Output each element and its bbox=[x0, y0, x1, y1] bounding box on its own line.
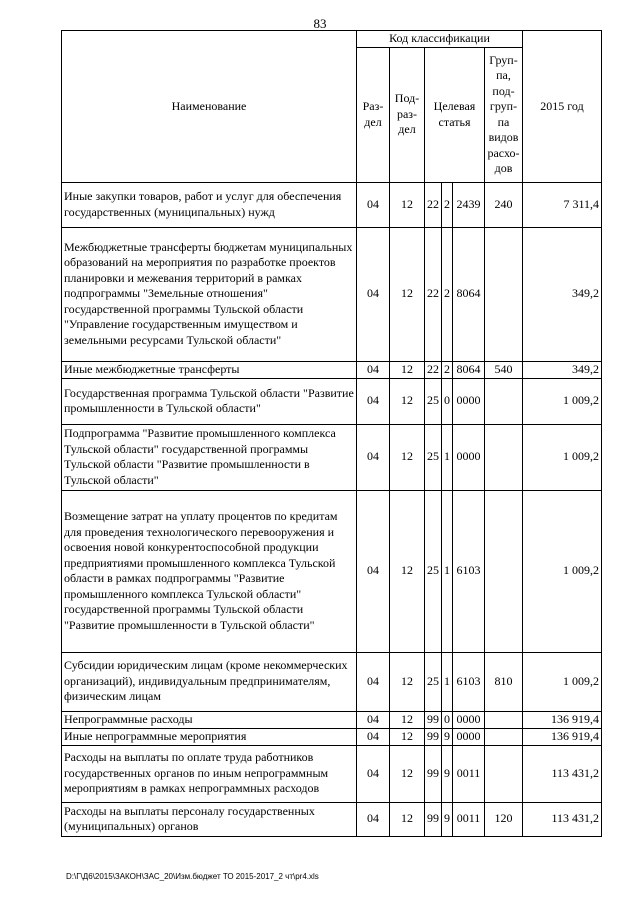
header-year: 2015 год bbox=[523, 31, 602, 183]
table-row bbox=[62, 424, 602, 490]
table-row bbox=[62, 745, 602, 802]
row-amount: 1 009,2 bbox=[523, 490, 602, 652]
row-target-1: 25 bbox=[425, 652, 442, 711]
row-target-3: 0000 bbox=[453, 378, 485, 424]
row-target-2: 0 bbox=[442, 711, 453, 728]
row-expense-group: 540 bbox=[485, 361, 523, 378]
row-target-3: 6103 bbox=[453, 652, 485, 711]
row-section: 04 bbox=[357, 490, 390, 652]
row-target-2: 1 bbox=[442, 490, 453, 652]
row-target-2: 9 bbox=[442, 745, 453, 802]
header-target-article: Целевая статья bbox=[425, 47, 485, 182]
row-amount: 1 009,2 bbox=[523, 424, 602, 490]
table-row bbox=[62, 182, 602, 227]
row-target-3: 8064 bbox=[453, 227, 485, 361]
row-expense-group bbox=[485, 378, 523, 424]
row-expense-group: 240 bbox=[485, 182, 523, 227]
row-amount: 113 431,2 bbox=[523, 802, 602, 836]
row-name: Межбюджетные трансферты бюджетам муниципальных образований на мероприятия по разработке проектов планировки и межевания территорий в рамках подпрограммы "Земельные отношения" государственной программы Тульской области "Управление государственным имуществом и земельными ресурсами Тульской области" bbox=[62, 227, 357, 361]
row-target-1: 22 bbox=[425, 227, 442, 361]
row-expense-group: 120 bbox=[485, 802, 523, 836]
row-name: Иные межбюджетные трансферты bbox=[62, 361, 357, 378]
row-name: Расходы на выплаты персоналу государственных (муниципальных) органов bbox=[62, 802, 357, 836]
row-expense-group bbox=[485, 227, 523, 361]
row-amount: 7 311,4 bbox=[523, 182, 602, 227]
file-path-footer: D:\Г\Д6\2015\ЗАКОН\ЗАС_20\Изм.бюджет ТО 2015-2017_2 чт\pr4.xls bbox=[66, 872, 319, 881]
row-subsection: 12 bbox=[390, 361, 425, 378]
row-target-2: 9 bbox=[442, 728, 453, 745]
row-target-3: 0000 bbox=[453, 728, 485, 745]
row-target-3: 0011 bbox=[453, 802, 485, 836]
row-target-3: 8064 bbox=[453, 361, 485, 378]
row-target-1: 25 bbox=[425, 490, 442, 652]
row-target-2: 2 bbox=[442, 182, 453, 227]
row-amount: 1 009,2 bbox=[523, 378, 602, 424]
row-target-3: 0000 bbox=[453, 424, 485, 490]
row-target-2: 0 bbox=[442, 378, 453, 424]
row-target-2: 1 bbox=[442, 652, 453, 711]
row-subsection: 12 bbox=[390, 728, 425, 745]
row-target-2: 2 bbox=[442, 227, 453, 361]
row-name: Расходы на выплаты по оплате труда работников государственных органов по иным непрограммным мероприятиям в рамках непрограммных расходов bbox=[62, 745, 357, 802]
row-amount: 113 431,2 bbox=[523, 745, 602, 802]
row-target-1: 22 bbox=[425, 361, 442, 378]
row-name: Иные непрограммные мероприятия bbox=[62, 728, 357, 745]
page-number: 83 bbox=[313, 16, 327, 31]
table-row bbox=[62, 652, 602, 711]
row-section: 04 bbox=[357, 711, 390, 728]
row-target-2: 1 bbox=[442, 424, 453, 490]
header-section: Раз- дел bbox=[357, 47, 390, 182]
row-target-1: 99 bbox=[425, 711, 442, 728]
row-subsection: 12 bbox=[390, 802, 425, 836]
row-amount: 136 919,4 bbox=[523, 711, 602, 728]
row-section: 04 bbox=[357, 182, 390, 227]
table-row bbox=[62, 802, 602, 836]
header-expense-group: Груп- па, под- груп- па видов расхо- дов bbox=[485, 47, 523, 182]
table-row bbox=[62, 490, 602, 652]
row-expense-group: 810 bbox=[485, 652, 523, 711]
row-name: Иные закупки товаров, работ и услуг для обеспечения государственных (муниципальных) нужд bbox=[62, 182, 357, 227]
row-subsection: 12 bbox=[390, 378, 425, 424]
row-name: Государственная программа Тульской области "Развитие промышленности в Тульской области" bbox=[62, 378, 357, 424]
row-section: 04 bbox=[357, 652, 390, 711]
budget-table bbox=[61, 30, 602, 837]
header-subsection: Под- раз- дел bbox=[390, 47, 425, 182]
row-subsection: 12 bbox=[390, 424, 425, 490]
row-name: Непрограммные расходы bbox=[62, 711, 357, 728]
row-expense-group bbox=[485, 711, 523, 728]
row-target-1: 25 bbox=[425, 378, 442, 424]
row-target-3: 2439 bbox=[453, 182, 485, 227]
row-section: 04 bbox=[357, 745, 390, 802]
row-expense-group bbox=[485, 490, 523, 652]
row-section: 04 bbox=[357, 424, 390, 490]
row-expense-group bbox=[485, 728, 523, 745]
table-row bbox=[62, 227, 602, 361]
row-subsection: 12 bbox=[390, 490, 425, 652]
row-section: 04 bbox=[357, 802, 390, 836]
table-row bbox=[62, 711, 602, 728]
row-section: 04 bbox=[357, 227, 390, 361]
row-name: Подпрограмма "Развитие промышленного комплекса Тульской области" государственной программы Тульской области "Развитие промышленности в Тульской области" bbox=[62, 424, 357, 490]
row-section: 04 bbox=[357, 728, 390, 745]
header-code-group: Код классификации bbox=[357, 31, 523, 48]
row-amount: 1 009,2 bbox=[523, 652, 602, 711]
row-subsection: 12 bbox=[390, 182, 425, 227]
row-subsection: 12 bbox=[390, 711, 425, 728]
row-target-1: 99 bbox=[425, 802, 442, 836]
row-subsection: 12 bbox=[390, 227, 425, 361]
row-target-1: 25 bbox=[425, 424, 442, 490]
row-name: Возмещение затрат на уплату процентов по кредитам для проведения технологического перевооружения и освоения новой конкурентоспособной продукции предприятиями промышленного комплекса Тульской области в рамках подпрограммы "Развитие промышленного комплекса Тульской области" государственной программы Тульской области "Развитие промышленности в Тульской области" bbox=[62, 490, 357, 652]
row-target-2: 2 bbox=[442, 361, 453, 378]
row-amount: 349,2 bbox=[523, 361, 602, 378]
table-row bbox=[62, 728, 602, 745]
row-target-2: 9 bbox=[442, 802, 453, 836]
row-target-1: 99 bbox=[425, 745, 442, 802]
row-subsection: 12 bbox=[390, 745, 425, 802]
row-name: Субсидии юридическим лицам (кроме некоммерческих организаций), индивидуальным предпринимателям, физическим лицам bbox=[62, 652, 357, 711]
row-target-3: 0011 bbox=[453, 745, 485, 802]
row-target-3: 6103 bbox=[453, 490, 485, 652]
row-amount: 136 919,4 bbox=[523, 728, 602, 745]
table-row bbox=[62, 361, 602, 378]
row-target-3: 0000 bbox=[453, 711, 485, 728]
row-section: 04 bbox=[357, 378, 390, 424]
row-amount: 349,2 bbox=[523, 227, 602, 361]
row-expense-group bbox=[485, 424, 523, 490]
row-subsection: 12 bbox=[390, 652, 425, 711]
table-row bbox=[62, 378, 602, 424]
row-target-1: 22 bbox=[425, 182, 442, 227]
row-target-1: 99 bbox=[425, 728, 442, 745]
row-expense-group bbox=[485, 745, 523, 802]
header-name: Наименование bbox=[62, 31, 357, 183]
row-section: 04 bbox=[357, 361, 390, 378]
